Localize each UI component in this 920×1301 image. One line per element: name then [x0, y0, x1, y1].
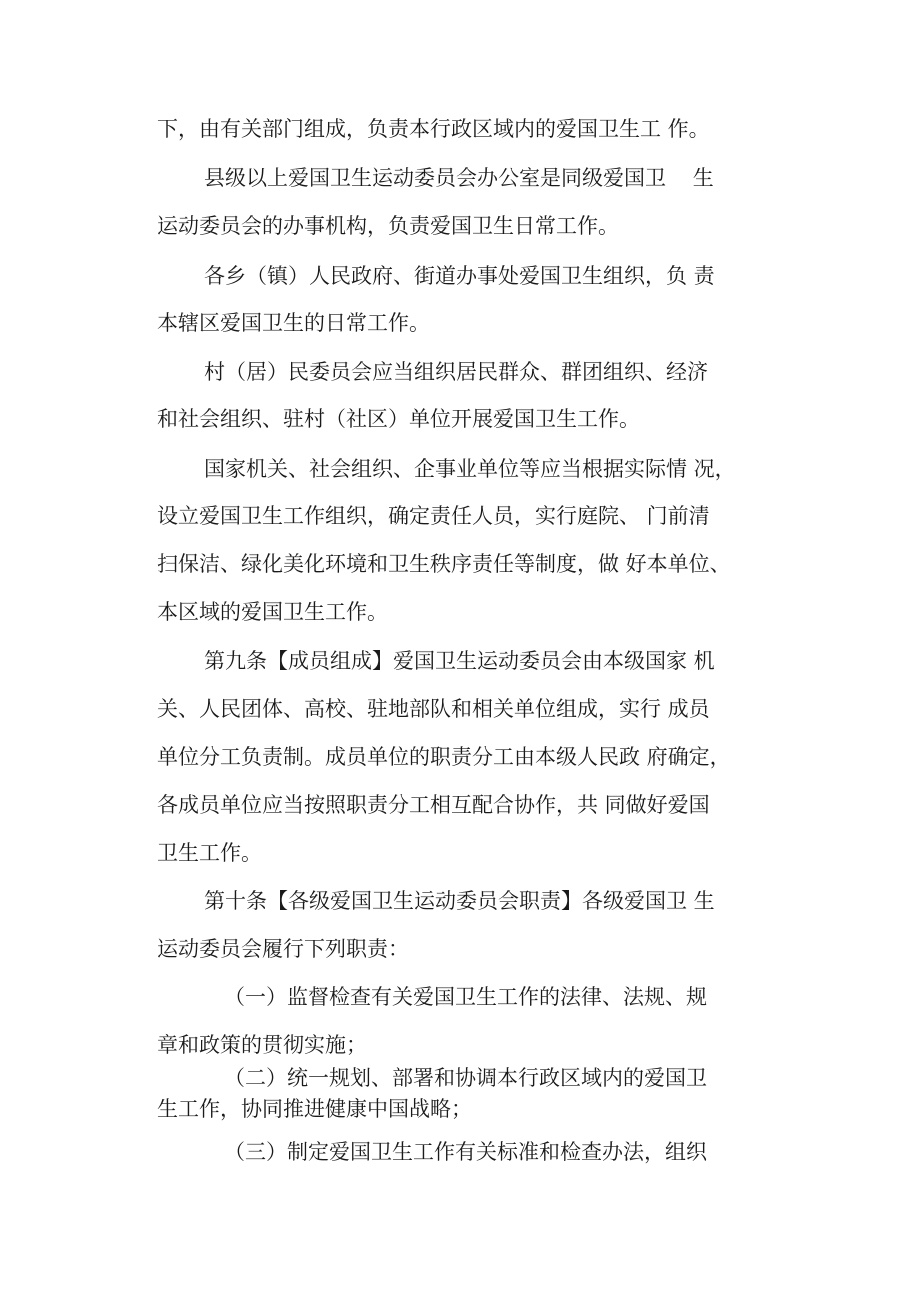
- text-line: 国家机关、社会组织、企事业单位等应当根据实际情 况，: [204, 457, 736, 481]
- text-line: 生工作，协同推进健康中国战略；: [157, 1097, 472, 1121]
- text-line: （一）监督检查有关爱国卫生工作的法律、法规、规: [224, 985, 707, 1009]
- text-line: 卫生工作。: [157, 841, 262, 865]
- text-line: 和社会组织、驻村（社区）单位开展爱国卫生工作。: [157, 407, 640, 431]
- text-line: 各乡（镇）人民政府、街道办事处爱国卫生组织，负 责: [204, 264, 715, 288]
- text-line: 下，由有关部门组成，负责本行政区域内的爱国卫生工 作。: [157, 117, 710, 141]
- text-line: 第十条【各级爱国卫生运动委员会职责】各级爱国卫 生: [204, 889, 715, 913]
- text-line: 单位分工负责制。成员单位的职责分工由本级人民政 府确定，: [157, 745, 731, 769]
- text-line: 本区域的爱国卫生工作。: [157, 600, 388, 624]
- text-line: 运动委员会履行下列职责：: [157, 937, 409, 961]
- text-line: 第九条【成员组成】爱国卫生运动委员会由本级国家 机: [204, 649, 715, 673]
- text-line: 各成员单位应当按照职责分工相互配合协作，共 同做好爱国: [157, 793, 710, 817]
- text-line: 章和政策的贯彻实施；: [157, 1033, 367, 1057]
- text-line: 设立爱国卫生工作组织，确定责任人员，实行庭院、 门前清: [157, 504, 710, 528]
- text-line: 关、人民团体、高校、驻地部队和相关单位组成，实行 成员: [157, 697, 710, 721]
- text-line: 县级以上爱国卫生运动委员会办公室是同级爱国卫 生: [204, 166, 714, 190]
- text-line: 村（居）民委员会应当组织居民群众、群团组织、经济: [204, 360, 708, 384]
- text-line: （三）制定爱国卫生工作有关标准和检查办法，组织: [224, 1140, 707, 1164]
- text-line: 扫保洁、绿化美化环境和卫生秩序责任等制度，做 好本单位、: [157, 552, 731, 576]
- text-line: 本辖区爱国卫生的日常工作。: [157, 311, 430, 335]
- text-line: （二）统一规划、部署和协调本行政区域内的爱国卫: [224, 1066, 707, 1090]
- text-line: 运动委员会的办事机构，负责爱国卫生日常工作。: [157, 214, 619, 238]
